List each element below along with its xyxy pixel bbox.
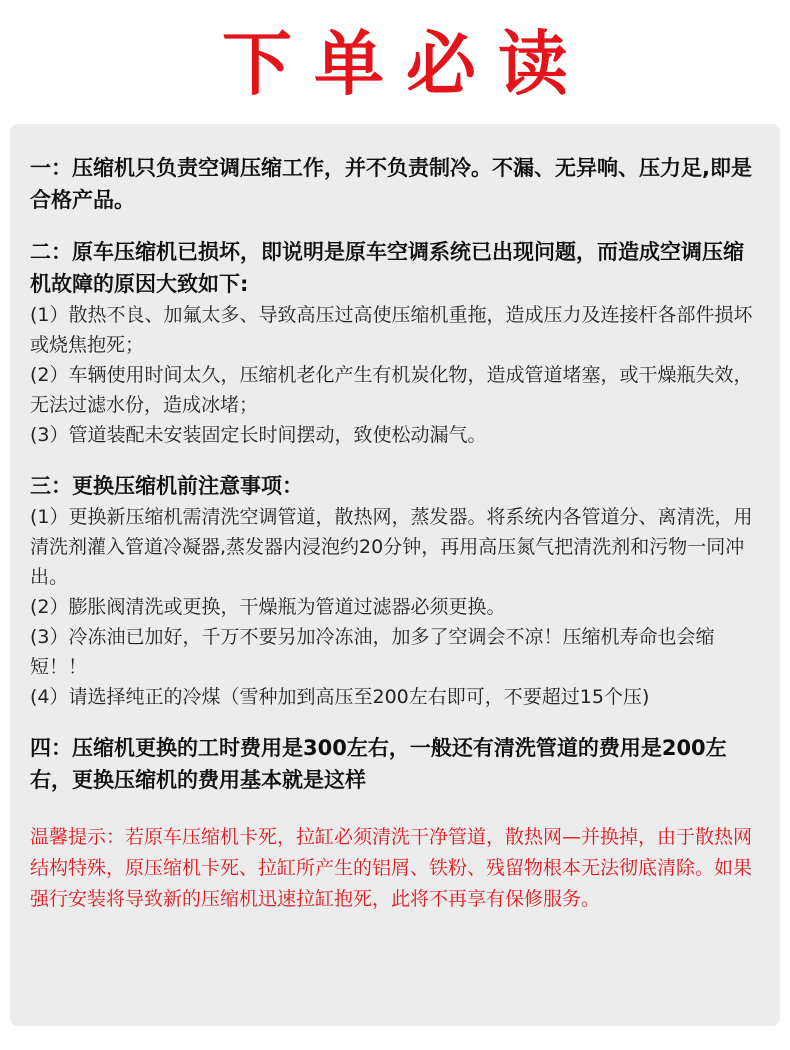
section-3: [30, 470, 760, 712]
list-item: (3）冷冻油已加好，千万不要另加冷冻油，加多了空调会不凉！压缩机寿命也会缩短！！: [30, 626, 715, 678]
section-2: [30, 236, 760, 450]
warm-tip: 温馨提示：若原车压缩机卡死，拉缸必须清洗干净管道，散热网—并换掉，由于散热网结构特殊，原压缩机卡死、拉缸所产生的铝屑、铁粉、残留物根本无法彻底清除。如果强行安装将导致新的压缩机迅速拉缸抱死，此将不再享有保修服务。: [30, 826, 753, 910]
section-heading: 四：压缩机更换的工时费用是300左右，一般还有清洗管道的费用是200左右，更换压缩机的费用基本就是这样: [30, 736, 727, 792]
list-item: (4）请选择纯正的冷煤（雪种加到高压至200左右即可，不要超过15个压): [30, 686, 650, 708]
content-area: [30, 152, 760, 915]
list-item: (3）管道装配未安装固定长时间摆动，致使松动漏气。: [30, 424, 487, 446]
list-item: (1）更换新压缩机需清洗空调管道，散热网，蒸发器。将系统内各管道分、离清洗，用清洗剂灌入管道冷凝器,蒸发器内浸泡约20分钟，再用高压氮气把清洗剂和污物一同冲出。: [30, 506, 753, 588]
list-item: (1）散热不良、加氟太多、导致高压过高使压缩机重拖，造成压力及连接杆各部件损坏或烧焦抱死；: [30, 304, 753, 356]
list-item: (2）膨胀阀清洗或更换，干燥瓶为管道过滤器必须更换。: [30, 596, 506, 618]
list-item: (2）车辆使用时间太久，压缩机老化产生有机炭化物，造成管道堵塞，或干燥瓶失效，无法过滤水份，造成冰堵；: [30, 364, 753, 416]
section-1: [30, 152, 760, 216]
section-heading: 三：更换压缩机前注意事项：: [30, 474, 303, 498]
page-title: 下单必读: [222, 23, 590, 105]
section-4: [30, 732, 760, 796]
section-heading: 二：原车压缩机已损坏，即说明是原车空调系统已出现问题，而造成空调压缩机故障的原因大致如下:: [30, 240, 744, 296]
section-heading: 一：压缩机只负责空调压缩工作，并不负责制冷。不漏、无异响、压力足,即是合格产品。: [30, 156, 752, 212]
